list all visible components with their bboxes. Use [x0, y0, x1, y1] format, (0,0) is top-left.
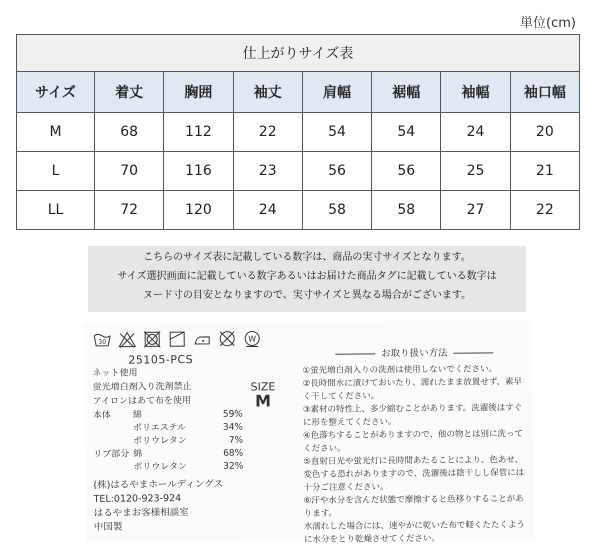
table-row	[17, 113, 580, 152]
no-dryclean-icon	[217, 330, 237, 348]
fiber-row: 本体 綿 59%	[92, 409, 243, 421]
table-cell: 22	[510, 191, 579, 230]
table-row	[17, 191, 580, 230]
line-dry-icon	[167, 330, 187, 348]
table-cell: 70	[95, 152, 164, 191]
tag-note: 蛍光増白剤入り洗剤禁止	[92, 382, 192, 393]
wet-clean-icon	[242, 329, 262, 347]
product-code: 25105-PCS	[128, 353, 194, 367]
customer-desk: はるやまお客様相談室	[93, 507, 189, 519]
table-cell: 56	[302, 152, 371, 191]
header-length: 着丈	[95, 72, 164, 113]
table-row	[17, 152, 580, 191]
header-chest: 胸囲	[164, 72, 233, 113]
notice-line: サイズ選択画面に記載している数字あるいはお届けた商品タグに記載している数字は	[117, 271, 497, 282]
fiber-composition	[93, 408, 284, 475]
table-cell: 54	[372, 113, 441, 152]
table-cell: 58	[372, 191, 441, 230]
tag-size-label: SIZE	[250, 380, 276, 394]
no-bleach-icon	[117, 330, 137, 348]
care-item: ④色落ちすることがありますので、他の物とは別に洗ってください。	[303, 429, 524, 455]
table-cell: 21	[510, 152, 579, 191]
care-item: 水濡れした場合には、速やかに乾いた布で軽くたたくように水分をとり乾燥させてください。	[303, 520, 525, 546]
table-cell: 116	[164, 152, 233, 191]
wet-clean-letter: W	[248, 334, 257, 344]
notice-line: ヌード寸の目安となりますので、実寸サイズと異なる場合がございます。	[142, 290, 472, 301]
table-cell: LL	[17, 191, 95, 230]
tag-note: アイロンはあて布を使用	[92, 396, 191, 407]
company-info	[93, 477, 283, 535]
tag-size	[250, 380, 276, 411]
header-size: サイズ	[17, 72, 95, 113]
care-symbols	[92, 328, 282, 350]
header-cuff-width: 袖口幅	[510, 72, 579, 113]
care-item: ②長時間水に漬けておいたり、濡れたまま放置せず、素早く干してください。	[302, 377, 523, 403]
table-cell: 68	[95, 113, 164, 152]
header-hem-width: 裾幅	[372, 72, 441, 113]
table-cell: L	[17, 152, 95, 191]
header-sleeve-length: 袖丈	[233, 72, 302, 113]
company-tel: TEL:0120-923-924	[93, 493, 182, 505]
table-cell: 24	[441, 113, 510, 152]
header-sleeve-width: 袖幅	[441, 72, 510, 113]
table-cell: 25	[441, 152, 510, 191]
care-item: ⑥汗や水分を含んだ状態で摩擦すると色移りすることがあります。	[303, 494, 524, 520]
care-item: ③素材の特性上、多少縮むことがあります。洗濯後はすぐに形を整えてください。	[302, 403, 523, 429]
table-cell: 20	[510, 113, 579, 152]
no-tumble-dry-icon	[142, 330, 162, 348]
unit-label: 単位(cm)	[520, 16, 576, 31]
table-cell: 54	[302, 113, 371, 152]
fiber-row: リブ部分 綿 68%	[93, 448, 244, 460]
table-cell: 24	[233, 191, 302, 230]
care-item: ⑤直射日光や蛍光灯に長時間あたることにより、色あせ、変色する恐れがありますので、洗濯後は陰干しし保管には十分ご注意ください。	[303, 455, 525, 494]
care-tag-photo	[84, 320, 534, 546]
fiber-row: ポリエステル 34%	[132, 422, 244, 434]
size-table-header-row	[17, 72, 580, 113]
table-cell: 56	[372, 152, 441, 191]
header-shoulder-width: 肩幅	[302, 72, 371, 113]
table-cell: 120	[164, 191, 233, 230]
size-table-title-row	[17, 35, 580, 72]
size-table-title: 仕上がりサイズ表	[17, 35, 580, 72]
table-cell: M	[17, 113, 95, 152]
tag-note: ネット使用	[92, 368, 138, 379]
table-cell: 22	[233, 113, 302, 152]
table-cell: 27	[441, 191, 510, 230]
tag-size-value: M	[255, 391, 272, 411]
iron-low-icon	[192, 330, 212, 348]
fiber-row: ポリウレタン 7%	[133, 435, 244, 447]
table-cell: 23	[233, 152, 302, 191]
table-cell: 58	[302, 191, 371, 230]
company-name: (株)はるやまホールディングス	[93, 478, 224, 491]
size-notice	[88, 246, 526, 312]
care-instructions	[302, 346, 528, 547]
table-cell: 112	[164, 113, 233, 152]
country-of-origin: 中国製	[93, 521, 123, 533]
care-item: ①蛍光増白剤入りの洗剤は使用しないでください。	[302, 364, 498, 377]
wash-temp: 30	[98, 338, 107, 346]
notice-line: こちらのサイズ表に記載している数字は、商品の実寸サイズとなります。	[143, 252, 471, 263]
fiber-row: ポリウレタン 32%	[133, 461, 244, 473]
table-cell: 72	[95, 191, 164, 230]
care-instructions-title: お取り扱い方法	[302, 346, 526, 361]
wash-30-icon	[92, 331, 112, 349]
tag-left-column	[92, 328, 284, 535]
size-table	[16, 34, 580, 230]
